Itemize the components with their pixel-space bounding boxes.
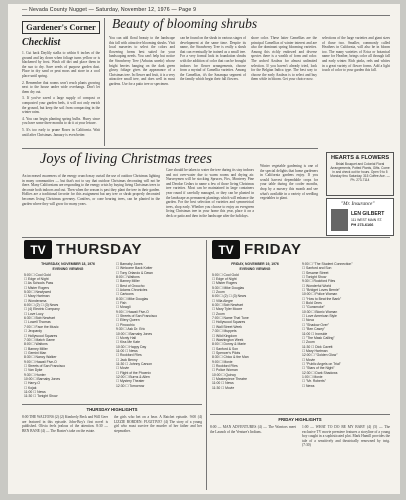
thursday-listings-left (24, 262, 112, 402)
tv-listing-line: 12:30 ☐ Tomorrow (116, 383, 145, 388)
tv-listing-line: 11:30 ☐ Tonight Show (24, 394, 58, 399)
thursday-evening-label: EVENING VIEWING (52, 267, 84, 272)
tv-listing-line: ☐ As Schools Pass (24, 281, 54, 286)
tv-listing-line: ☐ Edge of Night (212, 277, 237, 282)
tv-friday-day: FRIDAY (244, 241, 302, 258)
tv-listing-line: ☐ "Shadow Over" (302, 322, 329, 327)
thursday-right-list (116, 262, 202, 388)
tv-listing-line: ☐ Hollywood Squares (212, 320, 246, 325)
tv-listing-line: ☐ Monty Hall (116, 335, 136, 340)
tv-listing-line: ☐ Jack Benny (116, 357, 138, 362)
friday-listings-left (212, 262, 298, 412)
tv-listing-line: ☐ "Bridget Loves Bernie" (302, 288, 340, 293)
tv-listing-line: 6:30 ☐ Bob Newhart (212, 303, 244, 308)
tv-listing-line: 7:30 ☐ Muppets (212, 329, 237, 334)
tv-listing-line: 10:00 ☐ Quincy (212, 372, 236, 377)
checklist-item: 3. If you've saved a large supply of compost or composted your garden beds, it will not only enrich the ground, but keep the soil from compacting in the winter rains. (22, 96, 100, 115)
shrubs-column-3: shore color. These latter Camellias are the principal Camellias of winter interest and are also the dominant spring blooming varieties. Among this richly endowed and diverse species there is a wealth of form and color. The arched Azaleas for almost unlimited selection. If you haven't already tried, look for the Belgian Indica type. The best way to choose the early Azaleas is to select and buy them while in bloom. Get your choice now. (251, 36, 317, 82)
tv-listing-line: 11:00 ☐ News (212, 381, 234, 386)
tv-listing-line: ☐ "The Mask Calling" (302, 335, 335, 340)
shrubs-headline: Beauty of blooming shrubs (112, 16, 258, 31)
tv-listing-line: ☐ Zoom (212, 290, 225, 295)
tv-listing-line: ☐ "Stars of the Night" (302, 366, 335, 371)
tv-friday-header (212, 240, 301, 259)
tv-listing-line: ☐ Masterpiece Theatre (212, 376, 248, 381)
friday-right-list (302, 262, 390, 388)
insurance-ad (326, 198, 394, 236)
tv-listing-line: ☐ Sanford & Son (212, 346, 239, 351)
hearts-flowers-ad (326, 152, 394, 196)
friday-highlights-title: FRIDAY HIGHLIGHTS (278, 417, 322, 422)
tv-listing-line: 9:00 ☐ Hawaii Five-O (116, 309, 149, 314)
tv-listing-line: 9:30 ☐ Ask Dr. Eric (116, 327, 146, 332)
tv-listing-line: ☐ "Mr. Roberts" (302, 379, 326, 384)
agent-photo (331, 209, 348, 231)
tv-listing-line: ☐ Mowgli (116, 305, 131, 310)
tv-listing-line: ☐ Wall Street Week (212, 324, 242, 329)
tv-listing-line: 12:00 ☐ "Golden Glow" (302, 353, 338, 358)
tv-listing-line: 6:30 ☐ Bob Newhart (24, 316, 56, 321)
tv-listing-line: 6:00 ☐ (2) ☐ (3) News (24, 303, 59, 308)
tv-listing-line: 7:00 ☐ Face the Music (24, 324, 59, 329)
tv-listing-line: ☐ (4) Electric Company (24, 307, 60, 312)
tv-listing-line: ☐ Love American Style (302, 314, 337, 319)
tv-listing-line: 8:30 ☐ Nancy Walker (24, 355, 57, 360)
tv-listing-line: 9:00 ☐ Movie (212, 359, 233, 364)
hearts-flowers-body: Bridal Bouquet and Colonial Floral Arrangements, Potted Plants, Gifts. Come in and check out for hours. Open 9 to 5 Monday thru Saturday. 315 Coffee Ave. — Ph. 273-7114 (330, 162, 390, 182)
trees-column-1: An increased awareness of the energy crunch may curtail the use of outdoor Christmas lighting in many communities — but that's not to say that outdoor Christmas decorating will not be there. Many Californians are responding to the energy crisis by buying living Christmas trees to decorate both indoors and out. Then when the season is past they plant the tree in their garden. Hollies are a traditional favorite for this assignment but any tree or shrub properly decorated becomes living Christmas greenery. Conifers, or cone bearing trees, can be planted in the garden where they will grow for many years. (22, 174, 160, 206)
tv-listing-line: ☐ "Ben Casey" (302, 327, 325, 332)
tv-listing-line: ☐ Adams Chronicles (116, 288, 148, 293)
tv-listing-line: 7:00 ☐ Name That Tune (212, 316, 249, 321)
friday-date-line: FRIDAY, NOVEMBER 19, 1976 (231, 262, 279, 266)
friday-highlights-left: 8:00 — MAN ADVENTURES (4) — The Warriors meet the Launch of the Venture's Indians. (210, 425, 296, 434)
christmas-trees-headline: Joys of living Christmas trees (40, 151, 212, 167)
tv-listing-line: 9:30 ☐ Rockford Files (302, 279, 336, 284)
tv-listing-line: ☐ Movie (116, 366, 130, 371)
tv-listing-line: 11:00 ☐ News (116, 348, 138, 353)
tv-listing-line: ☐ Mary Hartman (24, 294, 50, 299)
tv-listing-line: ☐ Mary Hartman (302, 348, 328, 353)
tv-badge-icon: TV (24, 240, 52, 259)
tv-listing-line: 1:00 ☐ Movie (302, 374, 323, 379)
tv-listing-line: ☐ "How to Beat the Bank" (302, 296, 342, 301)
tv-listing-line: ☐ Hollywood Squares (24, 333, 58, 338)
friday-listings-right (302, 262, 390, 412)
thursday-highlights-divider (22, 404, 202, 405)
tv-listing-line: 5:30 ☐ Mike Douglas (212, 285, 245, 290)
tv-listing-line: ☐ Tonight Show (302, 275, 327, 280)
tv-listing-line: 12:00 ☐ Burns & Allen (116, 374, 150, 379)
column-divider (104, 18, 105, 146)
tv-listing-line: ☐ Movie (302, 357, 316, 362)
insurance-slogan: "Mr. Insurance" (341, 201, 375, 207)
tv-listing-line: ☐ Cartoons (116, 292, 134, 297)
tv-listing-line: 10:30 ☐ Bionic Woman (302, 309, 338, 314)
tv-listing-line: 5:00 ☐ Cool Gold (24, 272, 51, 277)
tv-listing-line: ☐ Tony Orlando & Dawn (116, 270, 153, 275)
tv-listing-line: ☐ Fish (116, 301, 127, 306)
tv-listing-line: 12:30 ☐ Dark Shadows (302, 370, 338, 375)
thursday-left-list (24, 273, 112, 399)
friday-left-list (212, 273, 298, 390)
tv-listing-line: 8:00 ☐ Waltons (116, 275, 140, 280)
friday-evening-label: EVENING VIEWING (239, 267, 271, 272)
tv-listing-line: 5:30 ☐ Newlywed (24, 290, 51, 295)
checklist-body (22, 51, 100, 147)
tv-listing-line: ☐ Zoom (212, 311, 225, 316)
tv-listing-line: ☐ Flight of the Phoenix (116, 370, 151, 375)
tv-listing-line: ☐ Edge of Night (24, 277, 49, 282)
checklist-item: 2. Remember that rooms won't reach plants growing next to the house under wide overhangs. Don't let them dry out. (22, 80, 100, 94)
tv-listing-line: ☐ Harry-O (24, 381, 41, 386)
tv-listing-line: ☐ Washington Week (212, 337, 244, 342)
newspaper-page (8, 4, 400, 494)
tv-listing-line: ☐ Welcome Back Kotter (116, 266, 153, 271)
tv-listing-line: 11:00 ☐ News (24, 389, 46, 394)
tv-listing-line: 6:00 ☐ (2) ☐ (3) News (212, 294, 247, 299)
tv-listing-line: ☐ Nova (302, 318, 314, 323)
insurance-address: 111 WEST MAIN ST. (351, 218, 383, 222)
tv-listing-line: 7:30 ☐ Match Game (24, 337, 55, 342)
tv-listing-line: 8:30 ☐ Mike Douglas (116, 296, 149, 301)
tv-listing-line: ☐ Gemini Man (24, 350, 47, 355)
tv-listing-line: ☐ Spencer's Pilots (212, 350, 241, 355)
tv-listing-line: 9:30 ☐ Hunter (24, 372, 46, 377)
tv-listing-line: ☐ Mister Rogers (212, 281, 238, 286)
tv-listing-line: ☐ "Gunsmoke" (302, 305, 325, 310)
tv-listing-line: ☐ Wonderful World (302, 283, 332, 288)
tv-thursday-header (24, 240, 142, 259)
tv-listing-line: ☐ Kojak (24, 385, 37, 390)
thursday-highlights-title: THURSDAY HIGHLIGHTS (86, 407, 138, 412)
tv-listing-line: ☐ Sesame Street (302, 270, 329, 275)
tv-listing-line: ☐ Rockford Files (212, 363, 238, 368)
tv-column-divider (206, 240, 207, 490)
tv-section-divider (22, 237, 390, 238)
tv-listing-line: ☐ Barney Miller (24, 346, 48, 351)
tv-listing-line: 10:00 ☐ Barnaby Jones (116, 331, 153, 336)
tv-listing-line: 5:00 ☐ Cool Gold (212, 272, 239, 277)
tv-listing-line: ☐ Love Lucy (24, 311, 44, 316)
tv-listing-line: ☐ Best of Groucho (116, 283, 145, 288)
tv-listing-line: ☐ Streets of San Francisco (116, 314, 158, 319)
checklist-item: 4. You can begin planting spring bulbs. Hurry since you have some three months to do it at your leisure. (22, 116, 100, 126)
tv-listing-line: 10:00 ☐ Police Woman (302, 292, 338, 297)
tv-listing-line: ☐ Mister Rogers (24, 285, 50, 290)
thursday-date-line: THURSDAY, NOVEMBER 18, 1976 (41, 262, 95, 266)
tv-badge-icon: TV (212, 240, 240, 259)
friday-highlights-divider (210, 414, 390, 415)
gardeners-corner-title: Gardener's Corner (22, 21, 100, 34)
tv-listing-line: ☐ Mary Tyler Moore (212, 307, 243, 312)
trees-column-3: Winter vegetable gardening is one of the special delights that home gardeners in California gardens enjoy. If you would harvest dependable crops for your table during the cooler months, drop by a nursery this month and see what's available in a variety of seedling vegetables to plant. (260, 164, 318, 201)
thursday-highlights-left: 8:00 THE WALTONS (2) (2) Kimberly Beck and Will Geer are featured in this episode. John-Boy's first novel is published. Olivia feels jealous of the attention. 8:30 — BEN BANE (4) — The Baxter's take on the estate. (22, 415, 108, 433)
tv-listing-line: ☐ Wild Kingdom (212, 333, 237, 338)
tv-listing-line: ☐ Lowell Thomas (24, 320, 51, 325)
tv-listing-line: 8:00 ☐ Waltons (24, 342, 48, 347)
tv-listing-line: ☐ Kiss Me Kate (116, 340, 140, 345)
tv-listing-line: ☐ Van Dyke (24, 368, 43, 373)
tv-listing-line: ☐ Villa Alegre (212, 298, 233, 303)
tv-listing-line: ☐ Pinocchio (116, 322, 135, 327)
tv-listing-line: ☐ Jeopardy (24, 329, 42, 334)
tv-listing-line: ☐ Bold Ones (302, 301, 322, 306)
shrubs-column-1: You can add floral beauty to the landscape this fall with attractive blooming shrubs. Visit local nurseries to select the colors and flowering forms best suited for your landscaping needs. You can't help but notice the Strawberry Tree (Arbutus unedo) whose bright berries hanging on the dark green glossy foliage gives the appearance of a Christmas tree. In flower and fruit, it is a very attractive small tree, and does well in most gardens. Use for a patio tree or specimen. (109, 36, 175, 86)
thursday-highlights-right: the girls who bet on a bear. A Ratchet episode. 9:00 (4) LIZZIE BORDEN: FUGITIVE? (4) The story of a young girl who must survive the murder of her father and her stepmother. (114, 415, 202, 433)
tv-listing-line: ☐ Rockford Files (116, 353, 142, 358)
checklist-heading: Checklist (22, 37, 61, 48)
thursday-listings-right (116, 262, 202, 402)
tv-listing-line: 8:30 ☐ Chico & the Man (212, 355, 249, 360)
tv-listing-line: 9:00 ☐ "The Student Connection" (302, 262, 353, 266)
tv-listing-line: ☐ Streets of San Francisco (24, 363, 66, 368)
tv-listing-line: ☐ Mystery Theater (116, 379, 145, 384)
checklist-item: 1. Cut back Daylily stalks to within 6 inches of the ground and lay down when foliage turns yellow or is blackened by frost. Wash off dirt and place them in the sun to dry. Save seeds of purpose garden dust. Place in dry sand or peat moss and store in a cool place until spring. (22, 51, 100, 78)
trees-column-2: Care should be taken to water the tree during its stay indoors and not over-water due to warm rooms and drying air. Nurserymen will be stocking Spruces, Firs, Monterey Pine and Deodar Cedars to name a few of those living Christmas tree varieties. Most can be maintained in large containers year round if carefully managed, or they can be planted in the landscape as permanent plantings which will enhance the garden. For the best selection of varieties and symmetrical trees, shop early. Whether you choose to enjoy an evergreen living Christmas tree in your home this year, place it on a deck or patio and then in the landscape after the holidays. (166, 168, 254, 218)
tv-listing-line: ☐ News (302, 383, 315, 388)
tv-listing-line: 9:00 ☐ Hawaii Five-O (24, 359, 57, 364)
tv-thursday-day: THURSDAY (56, 241, 142, 258)
section-divider (22, 148, 318, 149)
page-header-line: — Nevada County Nugget — Saturday, November 12, 1976 — Page 9 (22, 7, 197, 13)
tv-listing-line: 10:30 ☐ Happy Day (116, 344, 147, 349)
insurance-phone: PH 273-6166 (351, 223, 374, 227)
tv-listing-line: 11:30 ☐ Movie (212, 385, 235, 390)
hearts-flowers-title: HEARTS & FLOWERS (330, 155, 390, 161)
checklist-item: 5. It's too early to prune Roses in California. Wait until after Christmas. January is even better. (22, 127, 100, 137)
shrubs-column-4: selections of the large varieties and giant sizes of those two. Smaller, commonly called Heathers in California, will also be in bloom too. The many varieties of Erica or botanical name for Heather, brings color all through fall and early winter. Rich pinks, reds and whites in a great variety of flower forms. Add a light touch of color to your garden this fall. (322, 36, 390, 73)
tv-listing-line: 11:00 ☐ Ironside (302, 331, 328, 336)
tv-listing-line: ☐ Barnaby Jones (116, 262, 143, 266)
shrubs-column-2: can be found on the shrub in various stages of development at the same time. Despite its name, the Strawberry Tree is really a shrub that can eventually be trained as a small tree. For a very formal look in foundation shrubs with the addition of color that can be brought indoors for flower arrangements, choose from a myriad of Camellia varieties. Among the Camellias, it's the Sasanqua segment of the family which begin their fall flowers. (180, 36, 246, 82)
tv-listing-line: ☐ Barney Miller (116, 279, 140, 284)
tv-listing-line: ☐ Wonderama (24, 298, 47, 303)
tv-listing-line: ☐ Zoom (302, 340, 315, 345)
tv-listing-line: ☐ Sanford and Son (302, 266, 332, 271)
tv-listing-line: ☐ Ellery Queen (116, 318, 140, 323)
tv-listing-line: ☐ "Public Angels on Trial" (302, 361, 341, 366)
tv-listing-line: 11:30 ☐ Johnny Carson (116, 361, 152, 366)
friday-highlights-right: 1:00 — WHAT TO DO BE MY BABY (4) (5) — The exclusive TV movie premiere features a storyline of a young boy caught in a sophisticated plot. Mark Hamill provides the tale of a sensitively and theatrically renowned by twig. (7:30) (302, 425, 390, 448)
tv-listing-line: 10:00 ☐ Barnaby Jones (24, 376, 61, 381)
tv-listing-line: 11:30 ☐ Dick Cavett (302, 344, 333, 349)
tv-listing-line: ☐ Police Woman (212, 368, 238, 373)
insurance-agent-name: LEN GILBERT (351, 211, 385, 217)
tv-listing-line: 8:00 ☐ Donny & Marie (212, 342, 246, 347)
